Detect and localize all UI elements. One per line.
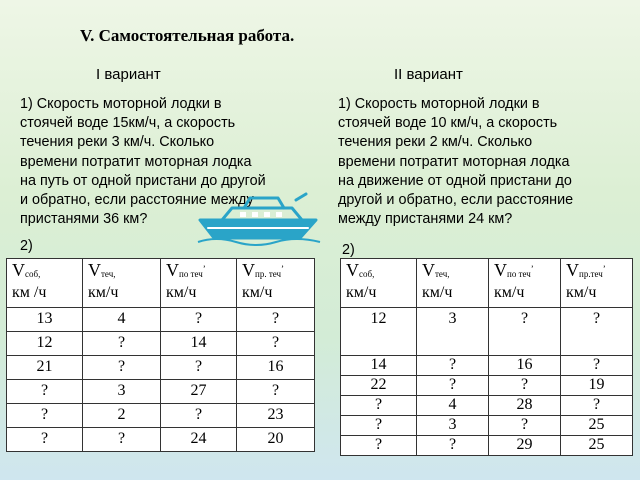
table-cell: 12 <box>7 332 83 356</box>
table-cell: ? <box>83 356 161 380</box>
table-cell: 4 <box>417 396 489 416</box>
table-cell: ? <box>489 376 561 396</box>
page-title: V. Самостоятельная работа. <box>80 26 295 45</box>
table-cell: 3 <box>417 416 489 436</box>
problem-line: времени потратит моторная лодка <box>20 153 252 170</box>
header-subscript: теч, <box>101 269 116 279</box>
variant-2-heading: II вариант <box>394 66 463 83</box>
table-cell: ? <box>7 404 83 428</box>
table-cell: ? <box>7 428 83 452</box>
header-mark: ’ <box>602 264 606 274</box>
header-subscript: по теч <box>507 269 531 279</box>
header-mark: ’ <box>202 264 206 274</box>
table-cell: ? <box>237 380 315 404</box>
table-cell: ? <box>161 308 237 332</box>
table-cell: ? <box>237 308 315 332</box>
column-header <box>7 259 83 308</box>
table-cell: ? <box>237 332 315 356</box>
header-symbol: V <box>566 260 579 280</box>
table-cell: ? <box>83 332 161 356</box>
header-symbol: V <box>88 260 101 280</box>
table-cell: 22 <box>341 376 417 396</box>
table-cell: ? <box>161 404 237 428</box>
table-cell: 27 <box>161 380 237 404</box>
table-cell: 14 <box>161 332 237 356</box>
problem-line: между пристанями 24 км? <box>338 211 513 228</box>
table-cell: 4 <box>83 308 161 332</box>
table-row <box>341 436 633 456</box>
problem-line: течения реки 2 км/ч. Сколько <box>338 134 533 151</box>
problem-line: 1) Скорость моторной лодки в <box>338 96 540 112</box>
header-unit: км/ч <box>494 284 525 301</box>
table-cell: 24 <box>161 428 237 452</box>
problem-line: пристанями 36 км? <box>20 211 148 228</box>
table-cell: ? <box>561 396 633 416</box>
problem-line: стоячей воде 15км/ч, а скорость <box>20 115 236 132</box>
table-cell: 12 <box>341 308 417 356</box>
table-row <box>341 396 633 416</box>
header-subscript: теч, <box>435 269 450 279</box>
problem-line: на движение от одной пристани до <box>338 172 572 189</box>
table-cell: 14 <box>341 356 417 376</box>
table-cell: ? <box>561 308 633 356</box>
column-header <box>489 259 561 308</box>
table-cell: 20 <box>237 428 315 452</box>
header-subscript: пр.теч <box>579 269 603 279</box>
table-cell: ? <box>7 380 83 404</box>
problem-line: другой и обратно, если расстояние <box>338 192 574 209</box>
table-row <box>7 356 315 380</box>
table-cell: 29 <box>489 436 561 456</box>
header-symbol: V <box>422 260 435 280</box>
table-cell: 25 <box>561 436 633 456</box>
table-cell: ? <box>83 428 161 452</box>
problem-line: 1) Скорость моторной лодки в <box>20 96 222 112</box>
problem-line: стоячей воде 10 км/ч, а скорость <box>338 115 558 132</box>
table-cell: ? <box>561 356 633 376</box>
column-header <box>83 259 161 308</box>
header-mark: ’ <box>530 264 534 274</box>
header-symbol: V <box>166 260 179 280</box>
ship-icon <box>196 190 326 251</box>
table-cell: ? <box>341 416 417 436</box>
table-row <box>7 404 315 428</box>
table-cell: 21 <box>7 356 83 380</box>
table-cell: ? <box>489 308 561 356</box>
column-header <box>417 259 489 308</box>
table-row <box>341 356 633 376</box>
table-cell: ? <box>417 376 489 396</box>
problem-line: на путь от одной пристани до другой <box>20 172 266 189</box>
table-cell: 2 <box>83 404 161 428</box>
header-symbol: V <box>242 260 255 280</box>
header-subscript: соб, <box>25 269 41 279</box>
header-symbol: V <box>12 260 25 280</box>
table-cell: ? <box>341 436 417 456</box>
problem-line: и обратно, если расстояние между <box>20 192 254 209</box>
header-unit: км/ч <box>166 284 197 301</box>
table-cell: 16 <box>237 356 315 380</box>
table-cell: 23 <box>237 404 315 428</box>
table-cell: 28 <box>489 396 561 416</box>
table-cell: ? <box>417 356 489 376</box>
header-mark: ’ <box>281 264 285 274</box>
table-cell: 3 <box>417 308 489 356</box>
header-unit: км/ч <box>346 284 377 301</box>
header-symbol: V <box>346 260 359 280</box>
table-row <box>7 308 315 332</box>
table-cell: 13 <box>7 308 83 332</box>
problem-line: течения реки 3 км/ч. Сколько <box>20 134 215 151</box>
column-header <box>161 259 237 308</box>
table-cell: ? <box>417 436 489 456</box>
column-header <box>341 259 417 308</box>
table-cell: 16 <box>489 356 561 376</box>
table-cell: ? <box>489 416 561 436</box>
variant-2-task2-label: 2) <box>342 242 355 258</box>
variant-2-table <box>340 258 633 456</box>
header-unit: км /ч <box>12 284 47 301</box>
header-unit: км/ч <box>88 284 119 301</box>
header-symbol: V <box>494 260 507 280</box>
table-cell: 3 <box>83 380 161 404</box>
column-header <box>561 259 633 308</box>
header-unit: км/ч <box>242 284 273 301</box>
problem-line: времени потратит моторная лодка <box>338 153 570 170</box>
table-row <box>7 380 315 404</box>
header-subscript: по теч <box>179 269 203 279</box>
column-header <box>237 259 315 308</box>
variant-2-problem <box>338 95 638 229</box>
header-unit: км/ч <box>422 284 453 301</box>
table-cell: ? <box>161 356 237 380</box>
table-cell: 25 <box>561 416 633 436</box>
header-subscript: соб, <box>359 269 375 279</box>
table-row <box>7 428 315 452</box>
table-cell: 19 <box>561 376 633 396</box>
table-row <box>341 376 633 396</box>
table-cell: ? <box>341 396 417 416</box>
table-row <box>7 332 315 356</box>
header-subscript: пр. теч <box>255 269 282 279</box>
table-row <box>341 416 633 436</box>
variant-1-table <box>6 258 315 452</box>
header-unit: км/ч <box>566 284 597 301</box>
table-row <box>341 308 633 356</box>
variant-1-heading: I вариант <box>96 66 161 83</box>
variant-1-task2-label: 2) <box>20 238 33 254</box>
